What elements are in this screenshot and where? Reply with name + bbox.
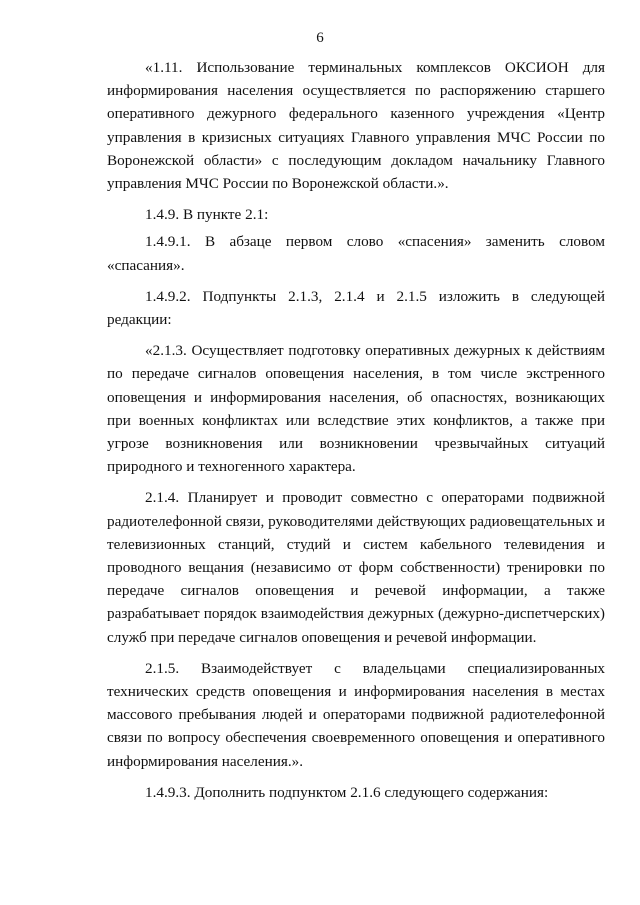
paragraph-1-4-9-3: 1.4.9.3. Дополнить подпунктом 2.1.6 следующего содержания: (145, 783, 549, 801)
document-body (107, 56, 605, 812)
paragraph-2-1-4: 2.1.4. Планирует и проводит совместно с операторами подвижной радиотелефонной связи, руководителями действующих радиовещательных и телевизионных станций, студий и систем кабельного телевидения и проводного вещания (независимо от форм собственности) тренировки по передаче сигналов оповещения и речевой информации, а также разрабатывает порядок взаимодействия дежурных (дежурно-диспетчерских) служб при передаче сигналов оповещения и речевой информации. (107, 489, 605, 646)
paragraph-1-4-9-2: 1.4.9.2. Подпункты 2.1.3, 2.1.4 и 2.1.5 изложить в следующей редакции: (107, 287, 605, 329)
page-number: 6 (316, 30, 324, 46)
paragraph-2-1-5: 2.1.5. Взаимодействует с владельцами специализированных технических средств оповещения и информирования населения в местах массового пребывания людей и операторами подвижной радиотелефонной связи по вопросу обеспечения своевременного оповещения и оперативного информирования населения.». (107, 659, 605, 770)
paragraph-1-11-oksion: «1.11. Использование терминальных комплексов ОКСИОН для информирования населения осуществляется по распоряжению старшего оперативного дежурного федерального казенного учреждения «Центр управления в кризисных ситуациях Главного управления МЧС России по Воронежской области» с последующим докладом начальнику Главного управления МЧС России по Воронежской области.». (107, 59, 605, 193)
paragraph-1-4-9-heading: 1.4.9. В пункте 2.1: (145, 206, 269, 224)
paragraph-1-4-9-1: 1.4.9.1. В абзаце первом слово «спасения» заменить словом «спасания». (107, 233, 605, 274)
paragraph-2-1-3: «2.1.3. Осуществляет подготовку оперативных дежурных к действиям по передаче сигналов оповещения населения, в том числе экстренного оповещения и информирования населения, об опасностях, возникающих при военных конфликтах или вследствие этих конфликтов, а также при угрозе возникновения или возникновении чрезвычайных ситуаций природного и техногенного характера. (107, 342, 605, 476)
